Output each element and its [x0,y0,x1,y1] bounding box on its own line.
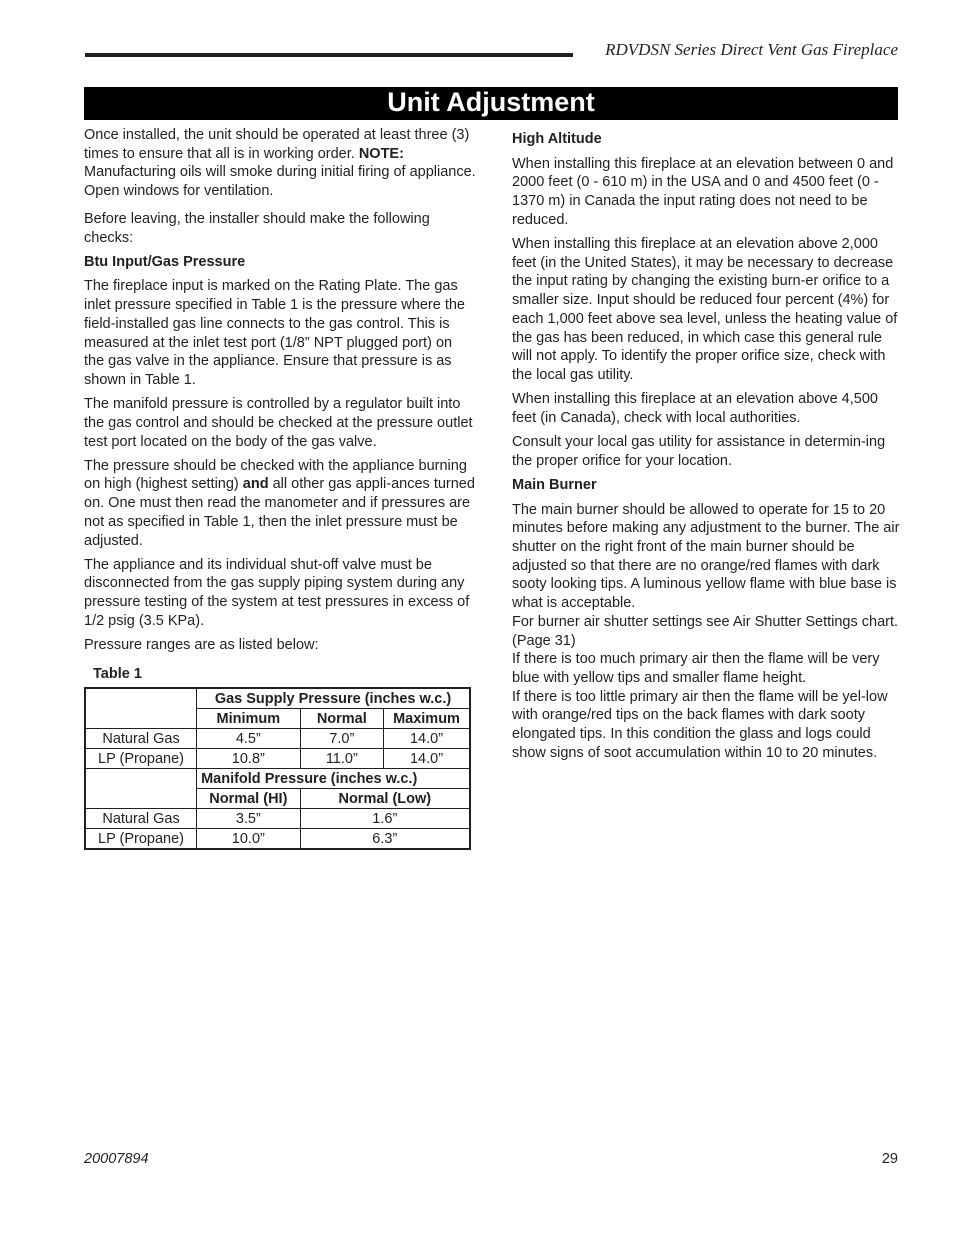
altitude-paragraph-4: Consult your local gas utility for assistance in determin-ing the proper orifice for your location. [512,434,886,469]
table-cell-empty [85,769,197,809]
row-label: LP (Propane) [85,749,197,769]
burner-paragraph-3: If there is too much primary air then the flame will be very blue with yellow tips and smaller flame height. [512,651,880,686]
header-title: RDVDSN Series Direct Vent Gas Fireplace [605,40,898,59]
altitude-heading: High Altitude [512,131,602,147]
page-number: 29 [881,1151,898,1167]
manifold-col-header: Normal (Low) [300,789,470,809]
table-cell: 14.0” [384,729,470,749]
intro-text: Once installed, the unit should be operated at least three (3) times to ensure that all is in working order. [84,127,470,162]
table-cell: 10.8” [197,749,301,769]
pressure-table [84,687,471,850]
burner-paragraph-2: For burner air shutter settings see Air Shutter Settings chart. (Page 31) [512,613,899,649]
table-row [85,809,470,829]
table-row [85,729,470,749]
left-column [84,126,476,850]
table-row [85,829,470,850]
btu-heading: Btu Input/Gas Pressure [84,253,246,270]
table-cell: 3.5” [197,809,301,829]
manifold-paragraph: The manifold pressure is controlled by a regulator built into the gas control and should be checked at the pressure outlet test port located on the body of the gas valve. [84,396,473,450]
ranges-paragraph: Pressure ranges are as listed below: [84,637,319,654]
supply-col-header: Minimum [197,709,301,729]
pressure-check-text-a: The pressure should be checked with the appliance burning on high (highest setting) [84,457,467,493]
table-cell: 7.0” [300,729,383,749]
manifold-col-header: Normal (HI) [197,789,301,809]
altitude-paragraph-3: When installing this fireplace at an elevation above 4,500 feet (in Canada), check with local authorities. [512,391,878,426]
row-label: Natural Gas [85,809,197,829]
row-label: LP (Propane) [85,829,197,850]
altitude-paragraph-2: When installing this fireplace at an elevation above 2,000 feet (in the United States), it may be necessary to decrease the input rating by changing the existing burn-er orifice to a smaller size. Input should be reduced four percent (4%) for each 1,000 feet above sea level, unless the heating value of the gas has been reduced, in which case this general rule will not apply. To identify the proper orifice size, check with the local gas utility. [512,236,898,383]
document-number: 20007894 [84,1151,149,1167]
table-cell: 4.5” [197,729,301,749]
pressure-check-bold: and [242,476,269,493]
supply-header: Gas Supply Pressure (inches w.c.) [197,688,470,709]
supply-col-header: Normal [300,709,383,729]
altitude-paragraph-1: When installing this fireplace at an elevation between 0 and 2000 feet (0 - 610 m) in the USA and 0 and 4500 feet (0 - 1370 m) in Canada the input rating does not need to be reduced. [512,155,894,228]
burner-paragraph-1: The main burner should be allowed to operate for 15 to 20 minutes before making any adjustment to the burner. The air shutter on the right front of the main burner should be adjusted so that there are no orange/red flames with dark sooty looking tips. A luminous yellow flame with blue base is what is acceptable. [512,501,900,612]
table-row [85,769,470,789]
burner-paragraph-4: If there is too little primary air then the flame will be yel-low with orange/red tips on the back flames with dark sooty elongated tips. In this condition the glass and logs could show signs of soot accumulation within 10 to 20 minutes. [512,688,888,761]
note-text: Manufacturing oils will smoke during initial firing of appliance. Open windows for ventilation. [84,164,476,200]
table-caption: Table 1 [93,665,142,682]
section-banner: Unit Adjustment [84,87,898,120]
table-row [85,749,470,769]
table-cell: 1.6” [300,809,470,829]
table-cell-empty [85,688,197,729]
table-cell: 10.0” [197,829,301,850]
table-cell: 6.3” [300,829,470,850]
supply-col-header: Maximum [384,709,470,729]
note-label: NOTE: [358,145,404,162]
table-cell: 11.0” [300,749,383,769]
table-cell: 14.0” [384,749,470,769]
burner-heading: Main Burner [512,476,597,493]
checks-paragraph: Before leaving, the installer should make the following checks: [84,210,430,246]
row-label: Natural Gas [85,729,197,749]
shutoff-paragraph: The appliance and its individual shut-off valve must be disconnected from the gas supply piping system during any pressure testing of the system at test pressures in excess of 1/2 psig (3.5 KPa). [84,556,470,629]
header-rule [85,53,573,57]
right-column [512,126,902,763]
table-row [85,688,470,709]
pressure-check-paragraph [84,457,476,551]
manifold-header: Manifold Pressure (inches w.c.) [197,769,470,789]
pressure-check-text-b: all other gas appli-ances turned on. One must then read the manometer and if pressures are not as specified in Table 1, then the inlet pressure must be adjusted. [84,476,475,549]
intro-paragraph [84,126,476,201]
fireplace-input-paragraph: The fireplace input is marked on the Rating Plate. The gas inlet pressure specified in Table 1 is the pressure where the field-installed gas line connects to the gas control. This is measured at the inlet test port (1/8” NPT plugged port) on the gas valve in the appliance. Ensure that pressure is as shown in Table 1. [84,278,465,388]
